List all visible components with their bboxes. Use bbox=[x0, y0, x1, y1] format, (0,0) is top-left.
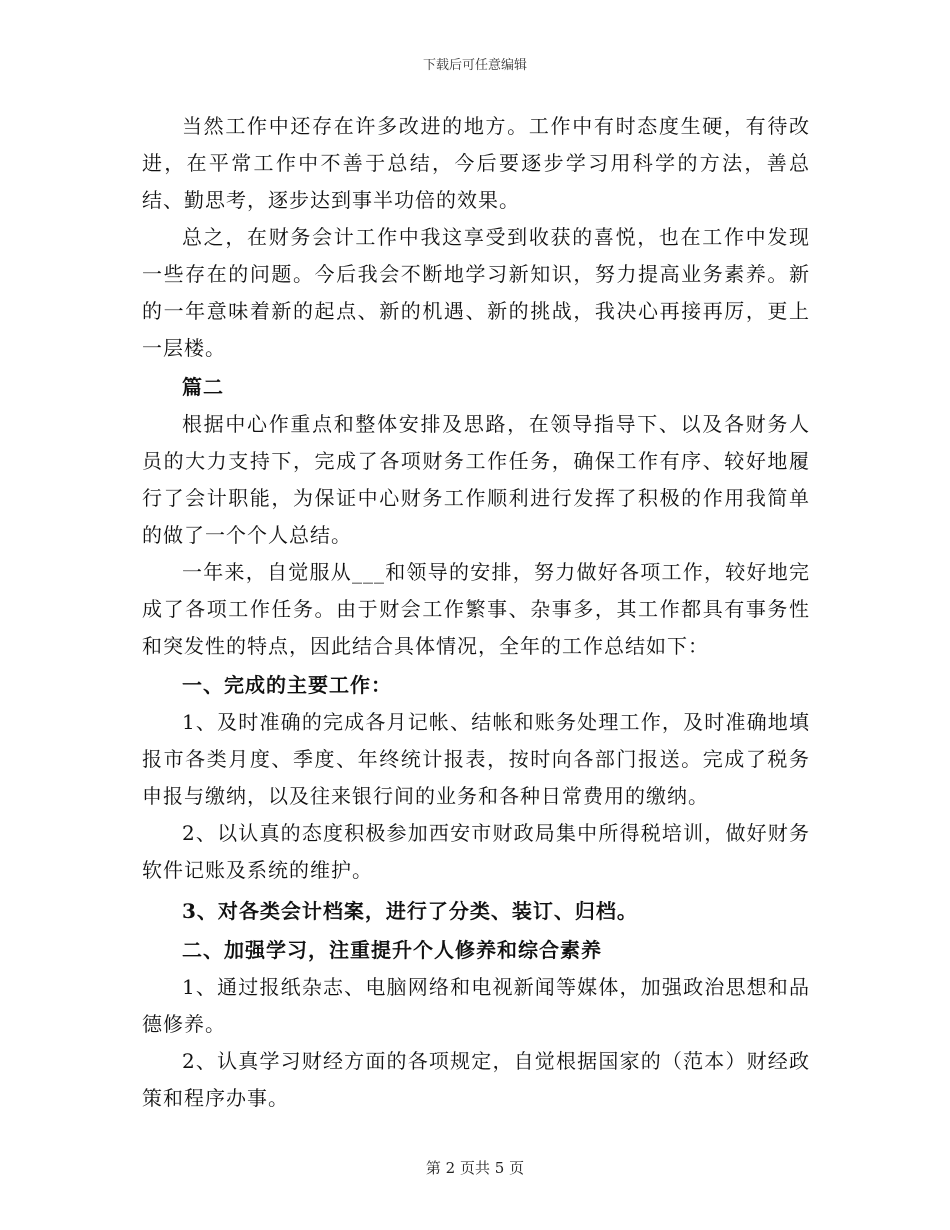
paragraph-5: 1、及时准确的完成各月记帐、结帐和账务处理工作，及时准确地填报市各类月度、季度、年终统计报表，按时向各部门报送。完成了税务申报与缴纳，以及往来银行间的业务和各种日常费用的缴纳。 bbox=[142, 710, 810, 808]
section-heading-pian-er: 篇二 bbox=[182, 375, 224, 399]
page-footer: 第 2 页共 5 页 bbox=[425, 1159, 525, 1177]
document-body bbox=[142, 108, 810, 1117]
paragraph-8: 1、通过报纸杂志、电脑网络和电视新闻等媒体，加强政治思想和品德修养。 bbox=[142, 975, 810, 1036]
paragraph-9: 2、认真学习财经方面的各项规定，自觉根据国家的（范本）财经政策和程序办事。 bbox=[142, 1049, 810, 1110]
paragraph-1: 当然工作中还存在许多改进的地方。工作中有时态度生硬，有待改进，在平常工作中不善于总结，今后要逐步学习用科学的方法，善总结、勤思考，逐步达到事半功倍的效果。 bbox=[142, 114, 810, 212]
page-header: 下载后可任意编辑 bbox=[422, 58, 527, 73]
paragraph-2: 总之，在财务会计工作中我这享受到收获的喜悦，也在工作中发现一些存在的问题。今后我会不断地学习新知识，努力提高业务素养。新的一年意味着新的起点、新的机遇、新的挑战，我决心再接再厉，更上一层楼。 bbox=[142, 225, 810, 360]
paragraph-6: 2、以认真的态度积极参加西安市财政局集中所得税培训，做好财务软件记账及系统的维护。 bbox=[142, 821, 810, 882]
paragraph-3: 根据中心作重点和整体安排及思路，在领导指导下、以及各财务人员的大力支持下，完成了各项财务工作任务，确保工作有序、较好地履行了会计职能，为保证中心财务工作顺利进行发挥了积极的作用我简单的做了一个个人总结。 bbox=[142, 412, 810, 547]
paragraph-7-bold: 3、对各类会计档案，进行了分类、装订、归档。 bbox=[182, 899, 638, 923]
paragraph-4: 一年来，自觉服从___和领导的安排，努力做好各项工作，较好地完成了各项工作任务。由于财会工作繁事、杂事多，其工作都具有事务性和突发性的特点，因此结合具体情况，全年的工作总结如下： bbox=[142, 560, 810, 658]
heading-main-work: 一、完成的主要工作： bbox=[182, 673, 392, 697]
heading-strengthen-learning: 二、加强学习，注重提升个人修养和综合素养 bbox=[182, 938, 602, 962]
